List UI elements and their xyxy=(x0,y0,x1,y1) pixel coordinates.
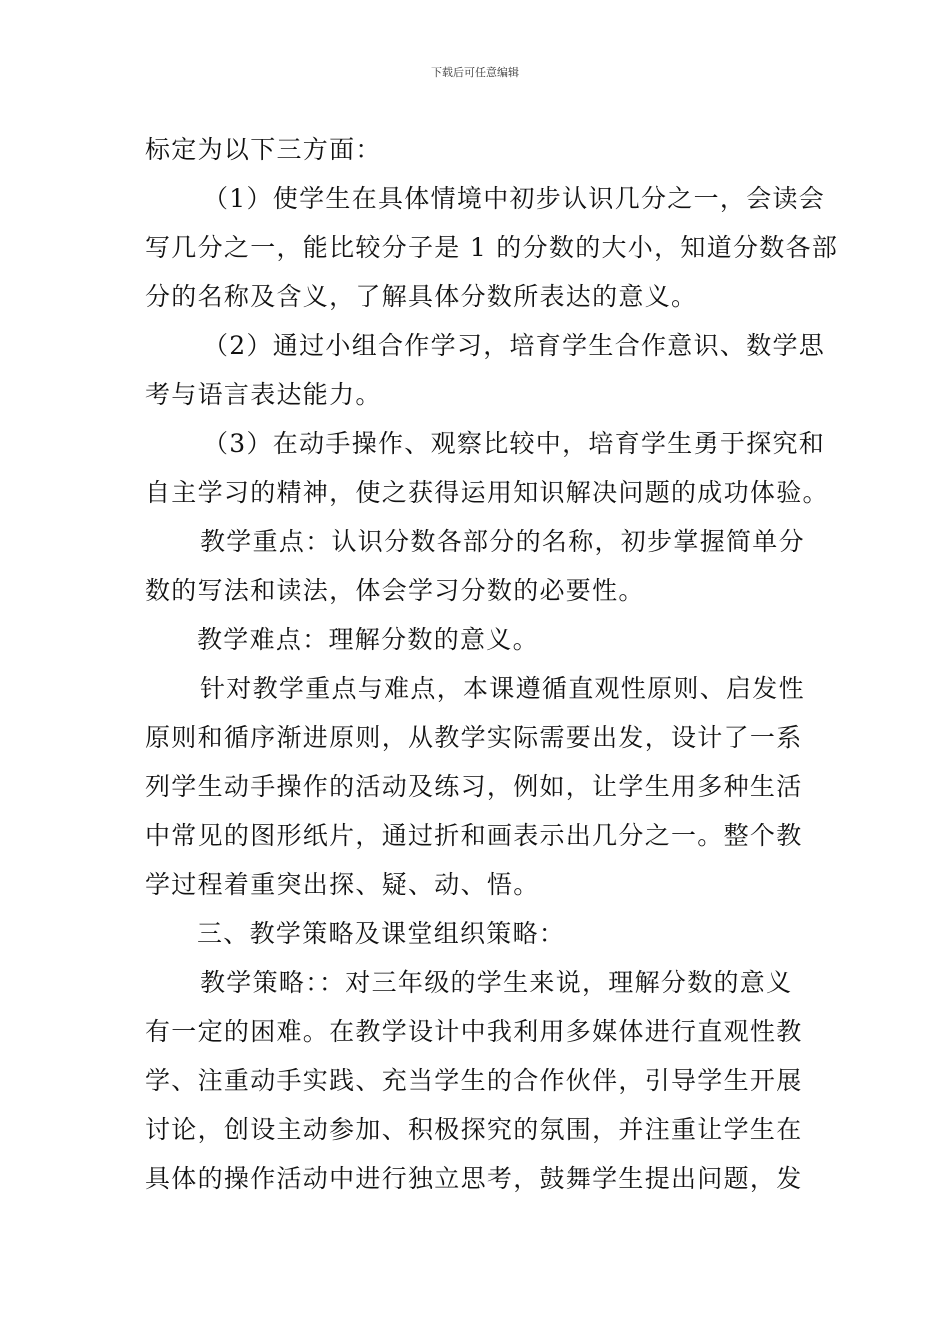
body-line: 标定为以下三方面： xyxy=(145,135,382,164)
body-line: 列学生动手操作的活动及练习，例如，让学生用多种生活 xyxy=(145,772,803,801)
body-line: 分的名称及含义，了解具体分数所表达的意义。 xyxy=(145,282,698,311)
body-line: 学、注重动手实践、充当学生的合作伙伴，引导学生开展 xyxy=(145,1066,803,1095)
body-line: 考与语言表达能力。 xyxy=(145,380,382,409)
body-line: （2）通过小组合作学习，培育学生合作意识、数学思 xyxy=(203,331,826,360)
body-line: 自主学习的精神，使之获得运用知识解决问题的成功体验。 xyxy=(145,478,829,507)
body-line: 写几分之一，能比较分子是 1 的分数的大小，知道分数各部 xyxy=(145,233,839,262)
body-line: 教学难点：理解分数的意义。 xyxy=(197,625,539,654)
body-line: 学过程着重突出探、疑、动、悟。 xyxy=(145,870,540,899)
body-line: （1）使学生在具体情境中初步认识几分之一，会读会 xyxy=(203,184,826,213)
body-line: 教学策略：：对三年级的学生来说，理解分数的意义 xyxy=(200,968,793,997)
body-line: 教学重点：认识分数各部分的名称，初步掌握简单分 xyxy=(200,527,805,556)
body-line: 具体的操作活动中进行独立思考，鼓舞学生提出问题，发 xyxy=(145,1164,803,1193)
body-line: 原则和循序渐进原则，从教学实际需要出发，设计了一系 xyxy=(145,723,803,752)
body-line: 有一定的困难。在教学设计中我利用多媒体进行直观性教 xyxy=(145,1017,803,1046)
body-line: （3）在动手操作、观察比较中，培育学生勇于探究和 xyxy=(203,429,826,458)
body-line: 三、教学策略及课堂组织策略： xyxy=(197,919,566,948)
page-header: 下载后可任意编辑 xyxy=(431,66,519,79)
document-body xyxy=(145,125,839,1203)
body-line: 数的写法和读法，体会学习分数的必要性。 xyxy=(145,576,645,605)
body-line: 针对教学重点与难点，本课遵循直观性原则、启发性 xyxy=(200,674,805,703)
body-line: 中常见的图形纸片，通过折和画表示出几分之一。整个教 xyxy=(145,821,803,850)
body-line: 讨论，创设主动参加、积极探究的氛围，并注重让学生在 xyxy=(145,1115,803,1144)
